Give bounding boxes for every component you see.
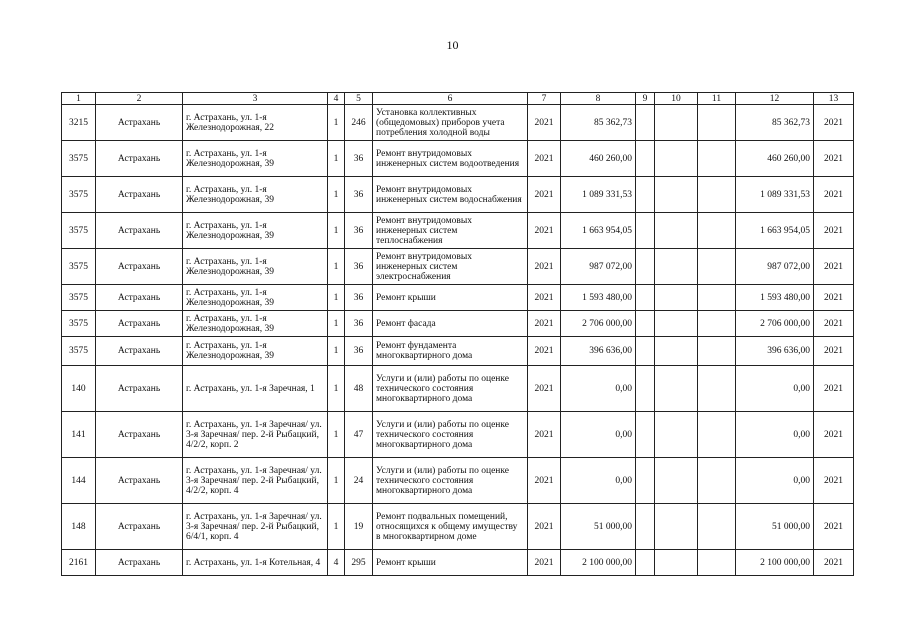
year-cell: 2021 <box>528 504 561 550</box>
record-id-cell: 3575 <box>62 177 96 213</box>
address-cell: г. Астрахань, ул. 1-я Заречная/ ул. 3-я Заречная/ пер. 2-й Рыбацкий, 4/2/2, корп. 2 <box>183 412 328 458</box>
municipality-cell: Астрахань <box>96 412 183 458</box>
col4-cell: 1 <box>328 177 345 213</box>
col9-cell <box>636 366 655 412</box>
municipality-cell: Астрахань <box>96 177 183 213</box>
cost-cell: 1 663 954,05 <box>561 213 636 249</box>
page-number: 10 <box>446 38 459 52</box>
table-row <box>62 504 854 550</box>
registry-table <box>61 92 854 576</box>
record-id-cell: 148 <box>62 504 96 550</box>
col10-cell <box>655 550 698 576</box>
col4-cell: 1 <box>328 213 345 249</box>
col10-cell <box>655 412 698 458</box>
col9-cell <box>636 412 655 458</box>
work-type-cell: Ремонт крыши <box>373 285 528 311</box>
table-row <box>62 105 854 141</box>
total-cost-cell: 1 089 331,53 <box>736 177 814 213</box>
col5-cell: 24 <box>345 458 373 504</box>
column-header-7: 7 <box>528 93 561 105</box>
col4-cell: 1 <box>328 504 345 550</box>
table-row <box>62 337 854 366</box>
address-cell: г. Астрахань, ул. 1-я Заречная/ ул. 3-я Заречная/ пер. 2-й Рыбацкий, 6/4/1, корп. 4 <box>183 504 328 550</box>
col11-cell <box>698 105 736 141</box>
table-row <box>62 311 854 337</box>
year-cell: 2021 <box>528 177 561 213</box>
work-type-cell: Ремонт внутридомовых инженерных систем водоотведения <box>373 141 528 177</box>
end-year-cell: 2021 <box>814 550 854 576</box>
year-cell: 2021 <box>528 311 561 337</box>
table-body <box>62 105 854 576</box>
col5-cell: 295 <box>345 550 373 576</box>
table-row <box>62 412 854 458</box>
col11-cell <box>698 366 736 412</box>
cost-cell: 2 706 000,00 <box>561 311 636 337</box>
address-cell: г. Астрахань, ул. 1-я Заречная/ ул. 3-я Заречная/ пер. 2-й Рыбацкий, 4/2/2, корп. 4 <box>183 458 328 504</box>
total-cost-cell: 51 000,00 <box>736 504 814 550</box>
work-type-cell: Услуги и (или) работы по оценке технического состояния многоквартирного дома <box>373 366 528 412</box>
column-header-13: 13 <box>814 93 854 105</box>
col9-cell <box>636 458 655 504</box>
end-year-cell: 2021 <box>814 504 854 550</box>
municipality-cell: Астрахань <box>96 141 183 177</box>
table-row <box>62 550 854 576</box>
address-cell: г. Астрахань, ул. 1-я Железнодорожная, 39 <box>183 337 328 366</box>
end-year-cell: 2021 <box>814 458 854 504</box>
cost-cell: 396 636,00 <box>561 337 636 366</box>
col11-cell <box>698 285 736 311</box>
year-cell: 2021 <box>528 412 561 458</box>
col4-cell: 1 <box>328 249 345 285</box>
end-year-cell: 2021 <box>814 337 854 366</box>
work-type-cell: Услуги и (или) работы по оценке технического состояния многоквартирного дома <box>373 458 528 504</box>
year-cell: 2021 <box>528 213 561 249</box>
col10-cell <box>655 141 698 177</box>
address-cell: г. Астрахань, ул. 1-я Котельная, 4 <box>183 550 328 576</box>
cost-cell: 1 089 331,53 <box>561 177 636 213</box>
col5-cell: 36 <box>345 285 373 311</box>
work-type-cell: Ремонт подвальных помещений, относящихся к общему имуществу в многоквартирном доме <box>373 504 528 550</box>
record-id-cell: 3575 <box>62 249 96 285</box>
table-row <box>62 141 854 177</box>
year-cell: 2021 <box>528 337 561 366</box>
total-cost-cell: 2 706 000,00 <box>736 311 814 337</box>
col5-cell: 246 <box>345 105 373 141</box>
col5-cell: 48 <box>345 366 373 412</box>
record-id-cell: 3575 <box>62 213 96 249</box>
record-id-cell: 3575 <box>62 141 96 177</box>
col9-cell <box>636 311 655 337</box>
col9-cell <box>636 550 655 576</box>
column-header-5: 5 <box>345 93 373 105</box>
address-cell: г. Астрахань, ул. 1-я Железнодорожная, 22 <box>183 105 328 141</box>
work-type-cell: Ремонт внутридомовых инженерных систем водоснабжения <box>373 177 528 213</box>
cost-cell: 2 100 000,00 <box>561 550 636 576</box>
cost-cell: 0,00 <box>561 458 636 504</box>
total-cost-cell: 1 593 480,00 <box>736 285 814 311</box>
end-year-cell: 2021 <box>814 213 854 249</box>
total-cost-cell: 0,00 <box>736 412 814 458</box>
col5-cell: 47 <box>345 412 373 458</box>
col9-cell <box>636 141 655 177</box>
record-id-cell: 3575 <box>62 285 96 311</box>
col10-cell <box>655 249 698 285</box>
column-header-3: 3 <box>183 93 328 105</box>
col4-cell: 1 <box>328 412 345 458</box>
column-header-1: 1 <box>62 93 96 105</box>
work-type-cell: Ремонт фасада <box>373 311 528 337</box>
column-header-8: 8 <box>561 93 636 105</box>
municipality-cell: Астрахань <box>96 311 183 337</box>
col10-cell <box>655 504 698 550</box>
address-cell: г. Астрахань, ул. 1-я Железнодорожная, 39 <box>183 311 328 337</box>
col9-cell <box>636 285 655 311</box>
municipality-cell: Астрахань <box>96 366 183 412</box>
municipality-cell: Астрахань <box>96 105 183 141</box>
record-id-cell: 3575 <box>62 311 96 337</box>
col5-cell: 36 <box>345 177 373 213</box>
col11-cell <box>698 249 736 285</box>
total-cost-cell: 0,00 <box>736 366 814 412</box>
municipality-cell: Астрахань <box>96 213 183 249</box>
col10-cell <box>655 105 698 141</box>
col4-cell: 1 <box>328 366 345 412</box>
cost-cell: 987 072,00 <box>561 249 636 285</box>
col11-cell <box>698 550 736 576</box>
year-cell: 2021 <box>528 105 561 141</box>
work-type-cell: Ремонт внутридомовых инженерных систем электроснабжения <box>373 249 528 285</box>
col11-cell <box>698 311 736 337</box>
table-row <box>62 285 854 311</box>
col9-cell <box>636 337 655 366</box>
col4-cell: 4 <box>328 550 345 576</box>
address-cell: г. Астрахань, ул. 1-я Железнодорожная, 39 <box>183 177 328 213</box>
col9-cell <box>636 213 655 249</box>
end-year-cell: 2021 <box>814 366 854 412</box>
col4-cell: 1 <box>328 141 345 177</box>
end-year-cell: 2021 <box>814 249 854 285</box>
col11-cell <box>698 177 736 213</box>
col4-cell: 1 <box>328 458 345 504</box>
record-id-cell: 3575 <box>62 337 96 366</box>
column-header-12: 12 <box>736 93 814 105</box>
end-year-cell: 2021 <box>814 311 854 337</box>
column-header-11: 11 <box>698 93 736 105</box>
col11-cell <box>698 141 736 177</box>
record-id-cell: 144 <box>62 458 96 504</box>
total-cost-cell: 1 663 954,05 <box>736 213 814 249</box>
total-cost-cell: 85 362,73 <box>736 105 814 141</box>
col5-cell: 36 <box>345 141 373 177</box>
total-cost-cell: 0,00 <box>736 458 814 504</box>
col10-cell <box>655 177 698 213</box>
year-cell: 2021 <box>528 550 561 576</box>
record-id-cell: 2161 <box>62 550 96 576</box>
total-cost-cell: 396 636,00 <box>736 337 814 366</box>
address-cell: г. Астрахань, ул. 1-я Железнодорожная, 39 <box>183 213 328 249</box>
col5-cell: 36 <box>345 311 373 337</box>
record-id-cell: 141 <box>62 412 96 458</box>
cost-cell: 85 362,73 <box>561 105 636 141</box>
total-cost-cell: 2 100 000,00 <box>736 550 814 576</box>
cost-cell: 1 593 480,00 <box>561 285 636 311</box>
address-cell: г. Астрахань, ул. 1-я Заречная, 1 <box>183 366 328 412</box>
table-row <box>62 213 854 249</box>
cost-cell: 0,00 <box>561 412 636 458</box>
col11-cell <box>698 412 736 458</box>
col9-cell <box>636 504 655 550</box>
year-cell: 2021 <box>528 285 561 311</box>
col10-cell <box>655 458 698 504</box>
column-header-10: 10 <box>655 93 698 105</box>
col9-cell <box>636 105 655 141</box>
work-type-cell: Установка коллективных (общедомовых) приборов учета потребления холодной воды <box>373 105 528 141</box>
municipality-cell: Астрахань <box>96 337 183 366</box>
col11-cell <box>698 504 736 550</box>
end-year-cell: 2021 <box>814 141 854 177</box>
cost-cell: 460 260,00 <box>561 141 636 177</box>
col10-cell <box>655 311 698 337</box>
col5-cell: 36 <box>345 249 373 285</box>
col10-cell <box>655 366 698 412</box>
column-header-2: 2 <box>96 93 183 105</box>
column-header-4: 4 <box>328 93 345 105</box>
column-header-6: 6 <box>373 93 528 105</box>
year-cell: 2021 <box>528 366 561 412</box>
column-number-row <box>62 93 854 105</box>
record-id-cell: 3215 <box>62 105 96 141</box>
col11-cell <box>698 458 736 504</box>
col5-cell: 36 <box>345 337 373 366</box>
cost-cell: 0,00 <box>561 366 636 412</box>
year-cell: 2021 <box>528 458 561 504</box>
col5-cell: 36 <box>345 213 373 249</box>
municipality-cell: Астрахань <box>96 550 183 576</box>
column-header-9: 9 <box>636 93 655 105</box>
work-type-cell: Ремонт крыши <box>373 550 528 576</box>
col5-cell: 19 <box>345 504 373 550</box>
col9-cell <box>636 249 655 285</box>
col4-cell: 1 <box>328 311 345 337</box>
record-id-cell: 140 <box>62 366 96 412</box>
table-row <box>62 177 854 213</box>
address-cell: г. Астрахань, ул. 1-я Железнодорожная, 39 <box>183 285 328 311</box>
col10-cell <box>655 285 698 311</box>
end-year-cell: 2021 <box>814 412 854 458</box>
table-row <box>62 366 854 412</box>
municipality-cell: Астрахань <box>96 249 183 285</box>
address-cell: г. Астрахань, ул. 1-я Железнодорожная, 39 <box>183 141 328 177</box>
address-cell: г. Астрахань, ул. 1-я Железнодорожная, 39 <box>183 249 328 285</box>
municipality-cell: Астрахань <box>96 458 183 504</box>
municipality-cell: Астрахань <box>96 285 183 311</box>
col10-cell <box>655 213 698 249</box>
cost-cell: 51 000,00 <box>561 504 636 550</box>
col9-cell <box>636 177 655 213</box>
table-row <box>62 458 854 504</box>
work-type-cell: Услуги и (или) работы по оценке технического состояния многоквартирного дома <box>373 412 528 458</box>
col11-cell <box>698 213 736 249</box>
end-year-cell: 2021 <box>814 105 854 141</box>
end-year-cell: 2021 <box>814 285 854 311</box>
work-type-cell: Ремонт внутридомовых инженерных систем теплоснабжения <box>373 213 528 249</box>
total-cost-cell: 460 260,00 <box>736 141 814 177</box>
col4-cell: 1 <box>328 285 345 311</box>
col4-cell: 1 <box>328 337 345 366</box>
year-cell: 2021 <box>528 141 561 177</box>
col10-cell <box>655 337 698 366</box>
end-year-cell: 2021 <box>814 177 854 213</box>
col4-cell: 1 <box>328 105 345 141</box>
work-type-cell: Ремонт фундамента многоквартирного дома <box>373 337 528 366</box>
year-cell: 2021 <box>528 249 561 285</box>
municipality-cell: Астрахань <box>96 504 183 550</box>
total-cost-cell: 987 072,00 <box>736 249 814 285</box>
table-row <box>62 249 854 285</box>
col11-cell <box>698 337 736 366</box>
